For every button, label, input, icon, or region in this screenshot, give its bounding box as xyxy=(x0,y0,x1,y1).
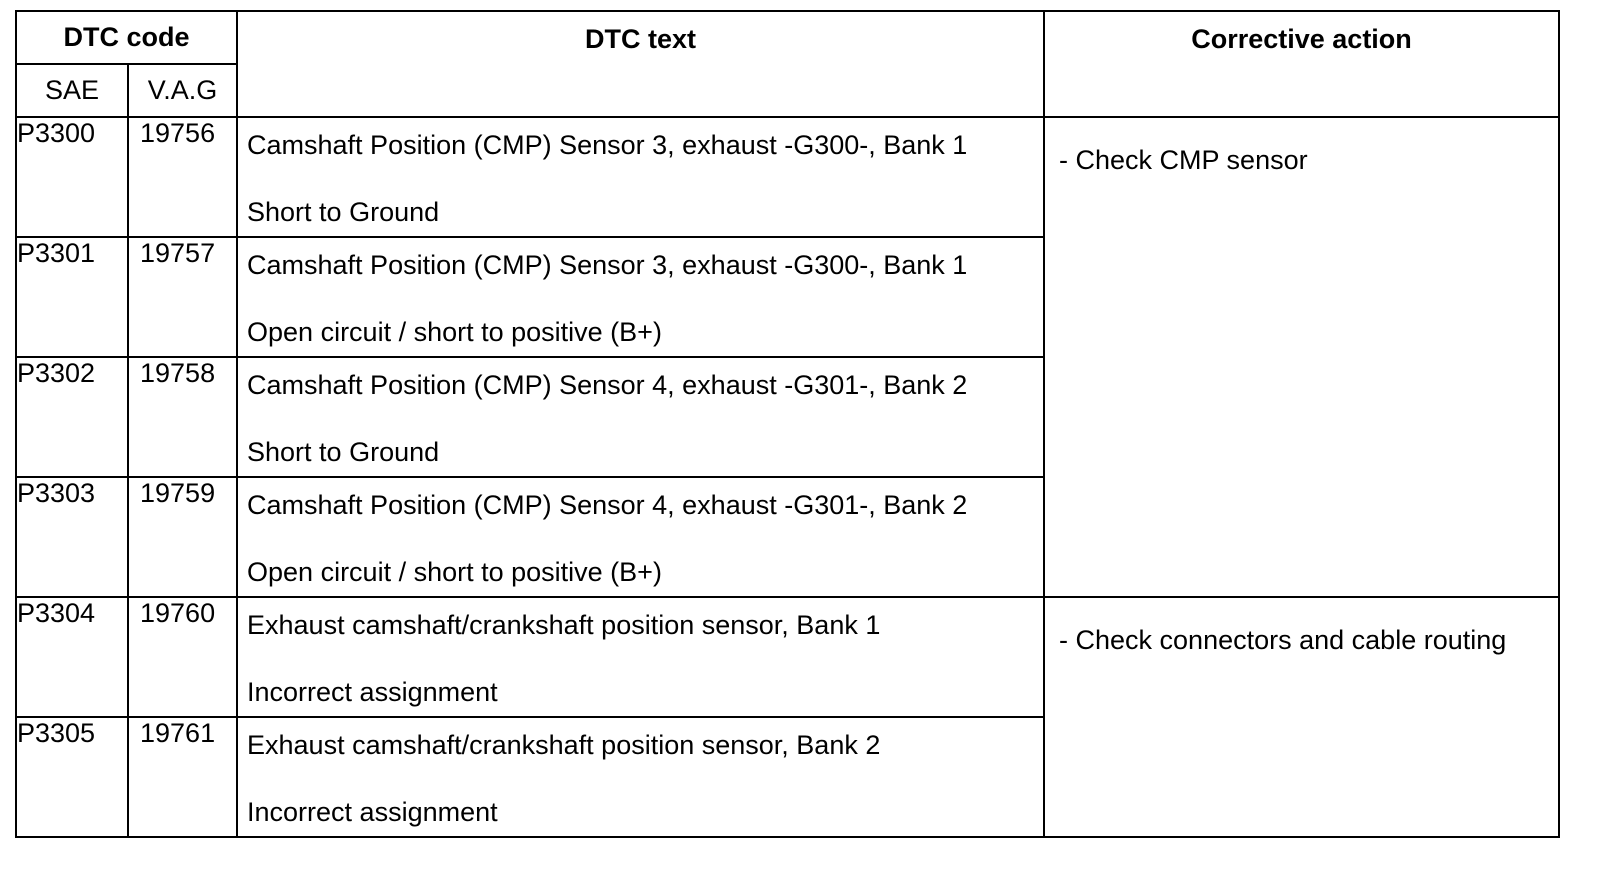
dtc-text-line1: Camshaft Position (CMP) Sensor 4, exhaust -G301-, Bank 2 xyxy=(247,490,968,520)
dtc-text-line1: Camshaft Position (CMP) Sensor 4, exhaust -G301-, Bank 2 xyxy=(247,370,968,400)
dtc-text-cell xyxy=(237,117,1044,237)
vag-code: 19759 xyxy=(128,477,237,597)
dtc-text-cell xyxy=(237,237,1044,357)
dtc-text-cell xyxy=(237,477,1044,597)
header-dtc-text-label: DTC text xyxy=(585,24,697,54)
sae-code: P3303 xyxy=(16,477,128,597)
dtc-text-line1: Camshaft Position (CMP) Sensor 3, exhaust -G300-, Bank 1 xyxy=(247,130,968,160)
table-row xyxy=(16,597,1559,717)
header-dtc-text xyxy=(237,11,1044,117)
table-header-row xyxy=(16,11,1559,64)
corrective-action-text: - Check CMP sensor xyxy=(1059,145,1308,175)
corrective-action-cell xyxy=(1044,597,1559,837)
dtc-text-line1: Camshaft Position (CMP) Sensor 3, exhaust -G300-, Bank 1 xyxy=(247,250,968,280)
dtc-text-line1: Exhaust camshaft/crankshaft position sensor, Bank 2 xyxy=(247,730,881,760)
table-row xyxy=(16,117,1559,237)
header-corrective-action xyxy=(1044,11,1559,117)
header-corrective-action-label: Corrective action xyxy=(1191,24,1412,54)
dtc-text-line2: Short to Ground xyxy=(247,197,440,227)
subheader-vag: V.A.G xyxy=(128,64,237,117)
dtc-text-cell xyxy=(237,597,1044,717)
sae-code: P3300 xyxy=(16,117,128,237)
sae-code: P3305 xyxy=(16,717,128,837)
sae-code: P3301 xyxy=(16,237,128,357)
dtc-text-cell xyxy=(237,357,1044,477)
vag-code: 19757 xyxy=(128,237,237,357)
vag-code: 19761 xyxy=(128,717,237,837)
vag-code: 19760 xyxy=(128,597,237,717)
dtc-text-line2: Open circuit / short to positive (B+) xyxy=(247,317,662,347)
corrective-action-cell xyxy=(1044,117,1559,597)
dtc-text-line1: Exhaust camshaft/crankshaft position sensor, Bank 1 xyxy=(247,610,881,640)
dtc-text-line2: Incorrect assignment xyxy=(247,677,498,707)
subheader-sae: SAE xyxy=(16,64,128,117)
header-dtc-code: DTC code xyxy=(16,11,237,64)
dtc-text-line2: Short to Ground xyxy=(247,437,440,467)
corrective-action-text: - Check connectors and cable routing xyxy=(1059,625,1507,655)
dtc-text-cell xyxy=(237,717,1044,837)
dtc-text-line2: Incorrect assignment xyxy=(247,797,498,827)
vag-code: 19758 xyxy=(128,357,237,477)
sae-code: P3302 xyxy=(16,357,128,477)
sae-code: P3304 xyxy=(16,597,128,717)
vag-code: 19756 xyxy=(128,117,237,237)
dtc-table xyxy=(15,10,1560,838)
dtc-text-line2: Open circuit / short to positive (B+) xyxy=(247,557,662,587)
